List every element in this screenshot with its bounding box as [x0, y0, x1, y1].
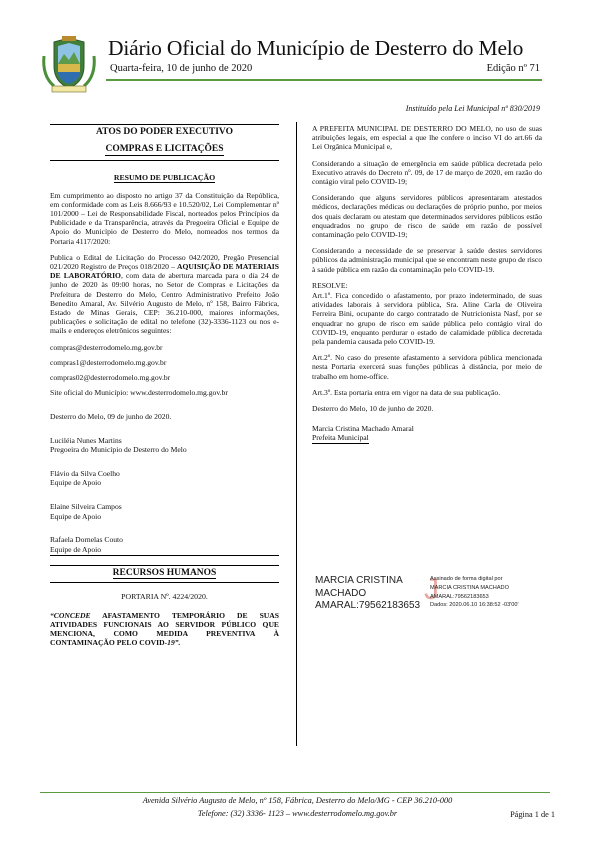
municipal-crest-icon	[40, 36, 98, 96]
website-link[interactable]: Site oficial do Município: www.desterrodomelo.mg.gov.br	[50, 388, 228, 398]
place-date: Desterro do Melo, 09 de junho de 2020.	[50, 412, 172, 422]
email-link[interactable]: compras1@desterrodomelo.mg.gov.br	[50, 357, 167, 367]
email-link[interactable]: compras@desterrodomelo.mg.gov.br	[50, 342, 163, 352]
section-subtitle: COMPRAS E LICITAÇÕES	[105, 145, 223, 156]
left-column	[50, 124, 279, 655]
institution-note: Instituído pela Lei Municipal nº 830/2019	[405, 104, 540, 113]
signature-block	[50, 469, 279, 488]
signer-name: Marcia Cristina Machado Amaral	[312, 424, 414, 434]
digital-signature-details: Assinado de forma digital por MARCIA CRISTINA MACHADO AMARAL:79562183653 Dados: 2020.06.10 16:38:52 -03'00'	[430, 576, 519, 609]
paragraph: Considerando que alguns servidores públicos apresentaram atestados médicos, declarações médicas ou declarações de próprio punho, por meios dos quais declaram ou atestam que determinados servidores públicos estão enquadrados no grupo de risco de saúde em razão de possível contaminação pelo COVID-19;	[312, 193, 542, 240]
section-header-executivo	[50, 124, 279, 161]
signature-block	[50, 535, 279, 556]
paragraph: A PREFEITA MUNICIPAL DE DESTERRO DO MELO, no uso de suas atribuições legais, em especial a que lhe confere o inciso VI do art.66 da Lei Orgânica Municipal e,	[312, 124, 542, 152]
page-title: Diário Oficial do Município de Desterro do Melo	[108, 36, 524, 60]
section-title: ATOS DO PODER EXECUTIVO	[96, 127, 233, 137]
signer-role: Equipe de Apoio	[50, 511, 102, 521]
page-number: Página 1 de 1	[510, 810, 555, 819]
portaria-number: PORTARIA Nº. 4224/2020.	[121, 591, 208, 601]
ementa: “CONCEDE AFASTAMENTO TEMPORÁRIO DE SUAS ATIVIDADES FUNCIONAIS AO SERVIDOR PÚBLICO QUE MENCIONA, COMO MEDIDA PREVENTIVA À CONTAMINAÇÃO PELO COVID-19”.	[50, 610, 279, 648]
article: Art.2º. No caso do presente afastamento a servidora pública mencionada nesta Portaria exercerá suas funções públicas à distância, por meio de trabalho em home-office.	[312, 353, 542, 381]
footer-contact: Telefone: (32) 3336- 1123 – www.desterrodomelo.mg.gov.br	[197, 809, 398, 818]
resumo-heading: RESUMO DE PUBLICAÇÃO	[113, 173, 216, 183]
edition-date: Quarta-feira, 10 de junho de 2020	[110, 63, 253, 74]
article: Art.3º. Esta portaria entra em vigor na data de sua publicação.	[312, 387, 501, 397]
signer-name: Rafaela Dornelas Couto	[50, 535, 123, 545]
paragraph: Em cumprimento ao disposto no artigo 37 da Constituição da República, em conformidade com as Leis 8.666/93 e 10.520/02, Lei Complementar nº 101/2000 – Lei de Responsabilidade Fiscal, norteados pelos Princípios da Publicidade e da Transparência, através da Pregoeira Oficial e Equipe de Apoio do Município de Desterro do Melo, nomeados nos termos da Portaria 4117/2020:	[50, 190, 279, 246]
paragraph: Publica o Edital de Licitação do Processo 042/2020, Pregão Presencial 021/2020 Registro de Preços 018/2020 – AQUISIÇÃO DE MATERIAIS DE LABORATÓRIO, com data de abertura marcada para o dia 24 de junho de 2020 às 09:00 horas, no Setor de Compras e Licitações da Prefeitura de Desterro do Melo, Centro Administrativo Prefeito João Benedito Amaral, Av. Silvério Augusto de Melo, nº 158, Bairro Fábrica, Estado de Minas Gerais, CEP: 36.210-000, maiores informações, publicações e solicitação de edital no telefone (32)-3336-1123 ou nos e-mails e endereços eletrônicos seguintes:	[50, 252, 279, 336]
signature-block	[50, 502, 279, 521]
digital-signature-name: MARCIA CRISTINA MACHADO AMARAL:79562183653	[315, 575, 421, 611]
resolve-label: RESOLVE:	[312, 280, 348, 290]
right-column	[312, 124, 542, 452]
signer-name: Flávio da Silva Coelho	[50, 468, 120, 478]
paragraph: Considerando a necessidade de se preservar à saúde destes servidores públicos da administração municipal que se encontram neste grupo de risco à saúde pública em razão da contaminação pelo COVID-19.	[312, 246, 542, 274]
place-date: Desterro do Melo, 10 de junho de 2020.	[312, 404, 434, 414]
paragraph: Considerando a situação de emergência em saúde pública decretada pelo Executivo através do Decreto nº. 09, de 17 de março de 2020, em razão do contágio viral pelo COVID-19;	[312, 158, 542, 187]
edition-number: Edição nº 71	[486, 63, 540, 74]
digital-signature[interactable]	[312, 573, 542, 621]
footer-divider	[40, 792, 550, 793]
signer-role: Pregoeira do Município de Desterro do Melo	[50, 445, 187, 455]
article: Art.1º. Fica concedido o afastamento, por prazo indeterminado, de suas atividades laborais à servidora pública, Sra. Aline Carla de Oliveira Ferreira Bini, ocupante do cargo contratado de Nutricionista Nasf, por se enquadrar no grupo de risco em saúde pública pelo contágio viral do COVID-19, enquanto perdurar o estado de calamidade pública decretada pela pandemia causada pelo COVID-19.	[312, 291, 542, 347]
signer-name: Elaine Silveira Campos	[50, 502, 122, 512]
signature-block	[50, 436, 279, 455]
email-link[interactable]: compras02@desterrodomelo.mg.gov.br	[50, 373, 171, 383]
signer-role: Prefeita Municipal	[312, 433, 369, 443]
signer-role: Equipe de Apoio	[50, 478, 102, 488]
column-divider	[296, 122, 297, 746]
signer-role: Equipe de Apoio	[50, 545, 279, 557]
signer-name: Luciléia Nunes Martins	[50, 435, 122, 445]
header-divider	[106, 79, 542, 81]
section-header-rh: RECURSOS HUMANOS	[50, 565, 279, 582]
footer-address: Avenida Silvério Augusto de Melo, nº 158, Fábrica, Desterro do Melo/MG - CEP 36.210-000	[142, 796, 453, 805]
signature-mark-icon: J	[424, 573, 439, 606]
